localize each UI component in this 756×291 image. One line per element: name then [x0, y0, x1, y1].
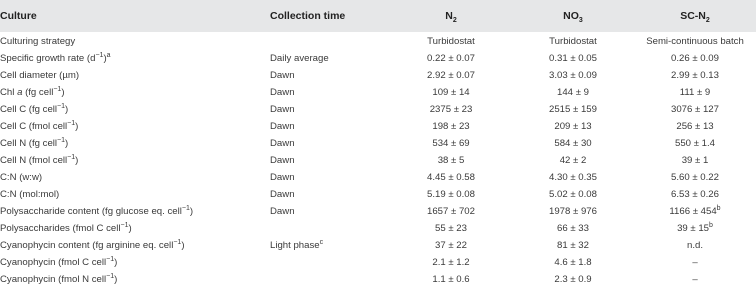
table-row [0, 84, 756, 101]
cell-sc-n2 [634, 50, 756, 67]
cell-collection-time [270, 254, 390, 271]
cell-collection-time-seg: Light phase [270, 239, 320, 251]
cell-parameter-seg: ) [189, 205, 194, 217]
cell-parameter [0, 50, 270, 67]
cell-no3 [512, 186, 634, 203]
cell-sc-n2-seg: 6.53 ± 0.26 [671, 188, 719, 200]
cell-n2 [390, 135, 512, 152]
cell-parameter [0, 254, 270, 271]
cell-parameter-seg: −1 [173, 238, 182, 246]
cell-parameter-seg: Cyanophycin (fmol C cell [0, 256, 107, 268]
cell-collection-time [270, 152, 390, 169]
cell-sc-n2-seg: 2.99 ± 0.13 [671, 69, 719, 81]
cell-no3-seg: 5.02 ± 0.08 [549, 188, 597, 200]
header-no3 [512, 0, 634, 32]
cell-n2 [390, 254, 512, 271]
cell-collection-time [270, 67, 390, 84]
cell-collection-time [270, 203, 390, 220]
cell-collection-time [270, 220, 390, 237]
cell-collection-time [270, 135, 390, 152]
cell-parameter-seg: a [106, 51, 111, 59]
table-row [0, 152, 756, 169]
table-row [0, 50, 756, 67]
cell-collection-time-seg: Dawn [270, 137, 295, 149]
cell-no3 [512, 135, 634, 152]
cell-parameter-seg: Cell N (fmol cell [0, 154, 68, 166]
cell-parameter-seg: Culturing strategy [0, 36, 76, 47]
cell-no3-seg: 2515 ± 159 [549, 103, 597, 115]
cell-collection-time [270, 186, 390, 203]
cell-n2-seg: 2.1 ± 1.2 [432, 256, 470, 268]
cell-no3 [512, 237, 634, 254]
cell-no3-seg: 4.6 ± 1.8 [554, 256, 592, 268]
cell-sc-n2 [634, 220, 756, 237]
cell-n2-seg: 38 ± 5 [437, 154, 465, 166]
header-sc-n2-sub: 2 [705, 17, 710, 25]
table-row [0, 237, 756, 254]
cell-parameter-seg: ) [128, 222, 132, 234]
cell-collection-time-seg: Dawn [270, 154, 295, 166]
cell-sc-n2-seg: 111 ± 9 [679, 86, 711, 98]
cell-parameter [0, 186, 270, 203]
header-no3-base: NO [563, 10, 579, 22]
cell-sc-n2-seg: 1166 ± 454 [669, 205, 717, 217]
cell-parameter-seg: −1 [53, 85, 62, 93]
cell-n2-seg: 0.22 ± 0.07 [427, 52, 475, 64]
cell-parameter-seg: −1 [67, 153, 76, 161]
cell-no3 [512, 101, 634, 118]
cell-collection-time-seg: Daily average [270, 52, 329, 64]
header-sc-n2 [634, 0, 756, 32]
cell-n2-seg: 2.92 ± 0.07 [427, 69, 475, 81]
cell-parameter [0, 152, 270, 169]
cell-parameter [0, 220, 270, 237]
cell-sc-n2 [634, 135, 756, 152]
table-row [0, 186, 756, 203]
cell-parameter [0, 135, 270, 152]
cell-n2 [390, 237, 512, 254]
cell-sc-n2-seg: 39 ± 15 [677, 222, 710, 234]
cell-n2 [390, 84, 512, 101]
cell-parameter-seg: Cell C (fg cell [0, 103, 58, 115]
header-collection-time: Collection time [270, 10, 346, 22]
cell-no3 [512, 220, 634, 237]
cell-no3-seg: 42 ± 2 [559, 154, 587, 166]
cell-parameter-seg: Cyanophycin (fmol N cell [0, 273, 107, 285]
cell-collection-time [270, 32, 390, 50]
cell-parameter [0, 237, 270, 254]
cell-parameter-seg: −1 [57, 136, 66, 144]
table-row [0, 169, 756, 186]
cell-n2 [390, 118, 512, 135]
cell-n2-seg: 534 ± 69 [432, 137, 470, 149]
cell-no3 [512, 32, 634, 50]
cell-sc-n2-seg: 39 ± 1 [681, 154, 709, 166]
cell-n2-seg: 198 ± 23 [432, 120, 470, 132]
cell-parameter [0, 203, 270, 220]
cell-n2 [390, 220, 512, 237]
cell-parameter-seg: ) [114, 256, 118, 268]
cell-sc-n2 [634, 203, 756, 220]
cell-no3 [512, 152, 634, 169]
table-row [0, 101, 756, 118]
cell-n2-seg: 5.19 ± 0.08 [427, 188, 475, 200]
cell-no3-seg: Turbidostat [549, 36, 597, 47]
cell-sc-n2-seg: – [692, 273, 698, 285]
table-row [0, 32, 756, 50]
cell-n2-seg: 109 ± 14 [432, 86, 470, 98]
cell-no3 [512, 254, 634, 271]
cell-n2-seg: 4.45 ± 0.58 [427, 171, 475, 183]
table-body [0, 32, 756, 288]
cell-sc-n2 [634, 169, 756, 186]
header-n2-base: N [445, 10, 453, 22]
cell-n2 [390, 152, 512, 169]
cell-n2-seg: 1.1 ± 0.6 [432, 273, 470, 285]
cell-collection-time [270, 84, 390, 101]
cell-collection-time [270, 237, 390, 254]
cell-parameter-seg: ) [75, 120, 79, 132]
cell-sc-n2-seg: 3076 ± 127 [671, 103, 719, 115]
cell-parameter-seg: ) [181, 239, 185, 251]
cell-collection-time-seg: Dawn [270, 171, 295, 183]
cell-sc-n2-seg: 5.60 ± 0.22 [671, 171, 719, 183]
cell-no3-seg: 4.30 ± 0.35 [549, 171, 597, 183]
cell-sc-n2 [634, 186, 756, 203]
cell-parameter-seg: −1 [106, 255, 115, 263]
cell-collection-time-seg: c [319, 238, 324, 246]
cell-n2 [390, 271, 512, 288]
cell-collection-time-seg: Dawn [270, 103, 295, 115]
cell-parameter-seg: C:N (mol:mol) [0, 188, 60, 200]
cell-no3-seg: 209 ± 13 [554, 120, 592, 132]
cell-collection-time [270, 169, 390, 186]
cell-parameter [0, 67, 270, 84]
cell-parameter-seg: ) [65, 137, 69, 149]
cell-sc-n2-seg: b [709, 221, 713, 229]
cell-n2-seg: 2375 ± 23 [429, 103, 473, 115]
cell-parameter-seg: Cell diameter (µm) [0, 69, 80, 81]
table-row [0, 254, 756, 271]
cell-parameter-seg: Cell N (fg cell [0, 137, 58, 149]
cell-parameter-seg: (fg cell [22, 86, 54, 98]
cell-parameter-seg: −1 [67, 119, 76, 127]
cell-parameter [0, 32, 270, 50]
cell-n2 [390, 50, 512, 67]
cell-collection-time [270, 50, 390, 67]
cell-sc-n2 [634, 32, 756, 50]
cell-parameter-seg: a [17, 86, 23, 98]
cell-n2 [390, 101, 512, 118]
cell-parameter [0, 271, 270, 288]
cell-parameter-seg: −1 [106, 272, 115, 280]
cell-no3 [512, 118, 634, 135]
cell-collection-time-seg: Dawn [270, 188, 295, 200]
cell-sc-n2 [634, 271, 756, 288]
cell-collection-time [270, 271, 390, 288]
cell-parameter-seg: ) [75, 154, 79, 166]
cell-collection-time-seg: Dawn [270, 205, 295, 217]
cell-collection-time-seg: Dawn [270, 120, 295, 132]
cell-parameter [0, 169, 270, 186]
cell-collection-time [270, 101, 390, 118]
cell-sc-n2 [634, 152, 756, 169]
cell-sc-n2 [634, 237, 756, 254]
cell-sc-n2-seg: 550 ± 1.4 [675, 137, 715, 149]
cell-sc-n2-seg: 256 ± 13 [676, 120, 714, 132]
cell-parameter [0, 118, 270, 135]
cell-n2 [390, 169, 512, 186]
table-row [0, 220, 756, 237]
cell-parameter-seg: Polysaccharides (fmol C cell [0, 222, 121, 234]
cell-n2 [390, 203, 512, 220]
cell-sc-n2 [634, 254, 756, 271]
cell-parameter-seg: ) [103, 52, 107, 64]
cell-parameter-seg: Cell C (fmol cell [0, 120, 68, 132]
cell-no3-seg: 584 ± 30 [554, 137, 592, 149]
cell-parameter-seg: ) [61, 86, 65, 98]
cell-parameter-seg: Polysaccharide content (fg glucose eq. cell [0, 205, 182, 217]
table-row [0, 271, 756, 288]
table-row [0, 203, 756, 220]
cell-no3-seg: 3.03 ± 0.09 [549, 69, 597, 81]
cell-no3-seg: 2.3 ± 0.9 [554, 273, 592, 285]
table-row [0, 118, 756, 135]
header-sc-n2-base: SC-N [680, 10, 706, 22]
cell-parameter-seg: −1 [120, 221, 129, 229]
cell-sc-n2-seg: b [716, 204, 721, 212]
cell-n2 [390, 67, 512, 84]
cell-no3-seg: 1978 ± 976 [549, 205, 597, 217]
cell-no3 [512, 203, 634, 220]
cell-parameter-seg: C:N (w:w) [0, 171, 43, 183]
cell-n2-seg: Turbidostat [427, 36, 475, 47]
header-culture: Culture [0, 10, 37, 22]
cell-parameter-seg: −1 [57, 102, 66, 110]
cell-no3-seg: 81 ± 32 [557, 239, 589, 251]
header-no3-sub: 3 [578, 17, 583, 25]
header-n2-sub: 2 [452, 17, 457, 25]
cell-no3-seg: 66 ± 33 [557, 222, 589, 234]
header-n2 [390, 0, 512, 32]
cell-parameter-seg: −1 [181, 204, 190, 212]
cell-n2-seg: 1657 ± 702 [427, 205, 475, 217]
cell-no3 [512, 169, 634, 186]
cell-n2-seg: 55 ± 23 [435, 222, 467, 234]
cell-n2-seg: 37 ± 22 [435, 239, 467, 251]
cell-collection-time-seg: Dawn [270, 86, 295, 98]
cell-parameter-seg: −1 [95, 51, 104, 59]
cell-sc-n2 [634, 101, 756, 118]
cell-parameter-seg: ) [114, 273, 118, 285]
table-row [0, 67, 756, 84]
cell-sc-n2-seg: 0.26 ± 0.09 [671, 52, 719, 64]
cell-parameter [0, 84, 270, 101]
cell-parameter [0, 101, 270, 118]
cell-parameter-seg: Chl [0, 86, 18, 98]
cell-no3 [512, 271, 634, 288]
cell-no3-seg: 144 ± 9 [557, 86, 589, 98]
cell-sc-n2-seg: Semi-continuous batch [646, 36, 744, 47]
cell-parameter-seg: ) [65, 103, 69, 115]
cell-no3 [512, 50, 634, 67]
header-row [0, 0, 756, 32]
cell-sc-n2 [634, 84, 756, 101]
cell-sc-n2 [634, 67, 756, 84]
cell-no3-seg: 0.31 ± 0.05 [549, 52, 597, 64]
cell-sc-n2-seg: – [692, 256, 698, 268]
cell-parameter-seg: Cyanophycin content (fg arginine eq. cell [0, 239, 174, 251]
cell-sc-n2-seg: n.d. [686, 239, 703, 251]
cell-parameter-seg: Specific growth rate (d [0, 52, 96, 64]
cell-collection-time [270, 118, 390, 135]
cell-collection-time-seg: Dawn [270, 69, 295, 81]
cell-n2 [390, 186, 512, 203]
cell-no3 [512, 84, 634, 101]
cell-sc-n2 [634, 118, 756, 135]
cell-n2 [390, 32, 512, 50]
table-row [0, 135, 756, 152]
cell-no3 [512, 67, 634, 84]
